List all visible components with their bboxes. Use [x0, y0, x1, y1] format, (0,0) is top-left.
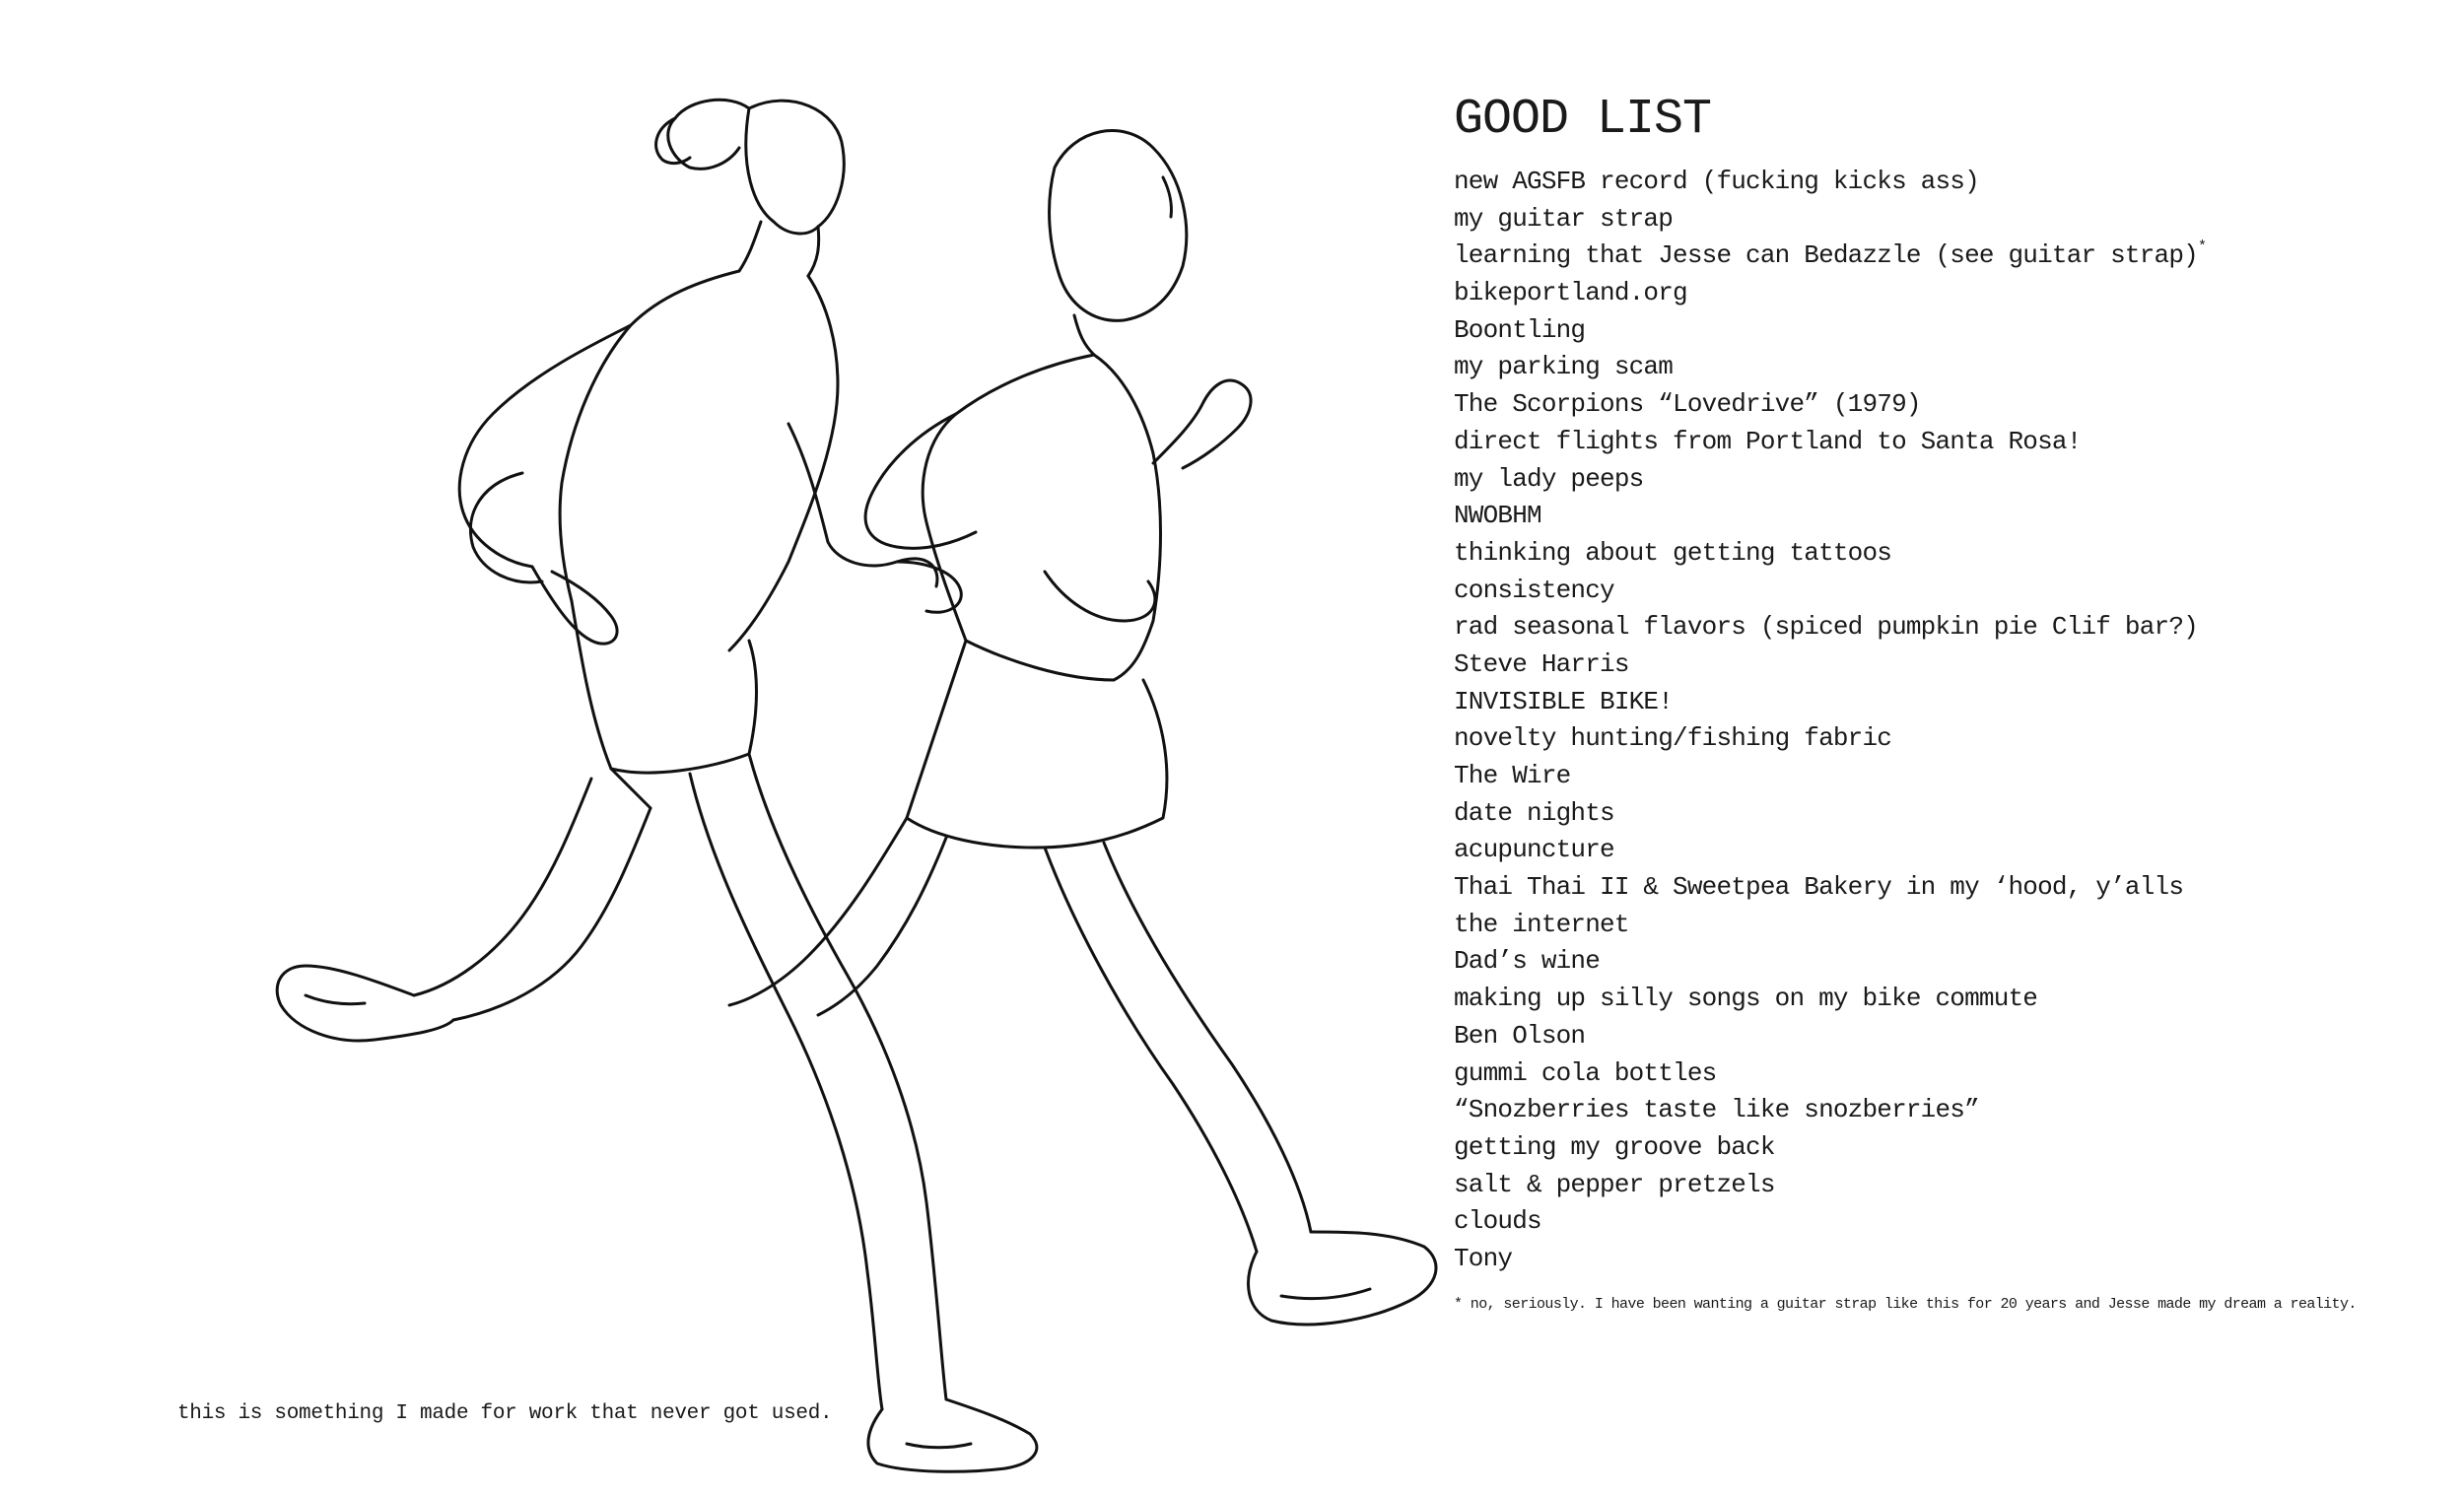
list-item: Thai Thai II & Sweetpea Bakery in my ‘hood, y’alls	[1454, 872, 2184, 903]
list-item: date nights	[1454, 797, 1614, 828]
list-item: salt & pepper pretzels	[1454, 1169, 1775, 1199]
list-item: getting my groove back	[1454, 1131, 1775, 1162]
footnote: * no, seriously. I have been wanting a guitar strap like this for 20 years and Jesse made my dream a reality.	[1454, 1295, 2357, 1313]
list-item: my parking scam	[1454, 352, 1674, 382]
list-item: acupuncture	[1454, 835, 1614, 865]
list-item: bikeportland.org	[1454, 278, 1687, 308]
list-item: consistency	[1454, 575, 1614, 605]
list-item: The Scorpions “Lovedrive” (1979)	[1454, 389, 1921, 420]
list-item: Ben Olson	[1454, 1020, 1586, 1051]
female-runner-drawing	[277, 100, 1037, 1471]
list-item: making up silly songs on my bike commute	[1454, 984, 2038, 1014]
list-item: The Wire	[1454, 761, 1571, 790]
list-item: my guitar strap	[1454, 203, 1674, 234]
list-item: thinking about getting tattoos	[1454, 537, 1892, 568]
good-list-panel	[1454, 91, 2439, 1313]
list-item: rad seasonal flavors (spiced pumpkin pie Clif bar?)	[1454, 612, 2198, 643]
list-item: my lady peeps	[1454, 463, 1644, 494]
list-item	[1454, 238, 2439, 275]
list-item: Boontling	[1454, 314, 1586, 345]
runners-illustration	[59, 49, 1439, 1478]
list-item: the internet	[1454, 909, 1629, 939]
list-item: direct flights from Portland to Santa Rosa!	[1454, 426, 2082, 456]
good-list	[1454, 164, 2439, 1278]
list-item: new AGSFB record (fucking kicks ass)	[1454, 167, 1979, 196]
illustration-caption: this is something I made for work that never got used.	[177, 1402, 833, 1425]
list-item: Dad’s wine	[1454, 946, 1601, 977]
list-item: NWOBHM	[1454, 501, 1541, 531]
list-item: “Snozberries taste like snozberries”	[1454, 1095, 1979, 1125]
list-item-text: learning that Jesse can Bedazzle (see guitar strap)	[1454, 240, 2198, 271]
footnote-asterisk: *	[2197, 238, 2207, 256]
list-item: INVISIBLE BIKE!	[1454, 686, 1674, 716]
list-item: gummi cola bottles	[1454, 1057, 1717, 1088]
list-item: Tony	[1454, 1243, 1513, 1273]
list-title: GOOD LIST	[1454, 92, 1712, 148]
male-runner-drawing	[729, 131, 1436, 1325]
list-item: Steve Harris	[1454, 648, 1629, 679]
list-item: clouds	[1454, 1206, 1541, 1237]
list-item: novelty hunting/fishing fabric	[1454, 723, 1892, 754]
